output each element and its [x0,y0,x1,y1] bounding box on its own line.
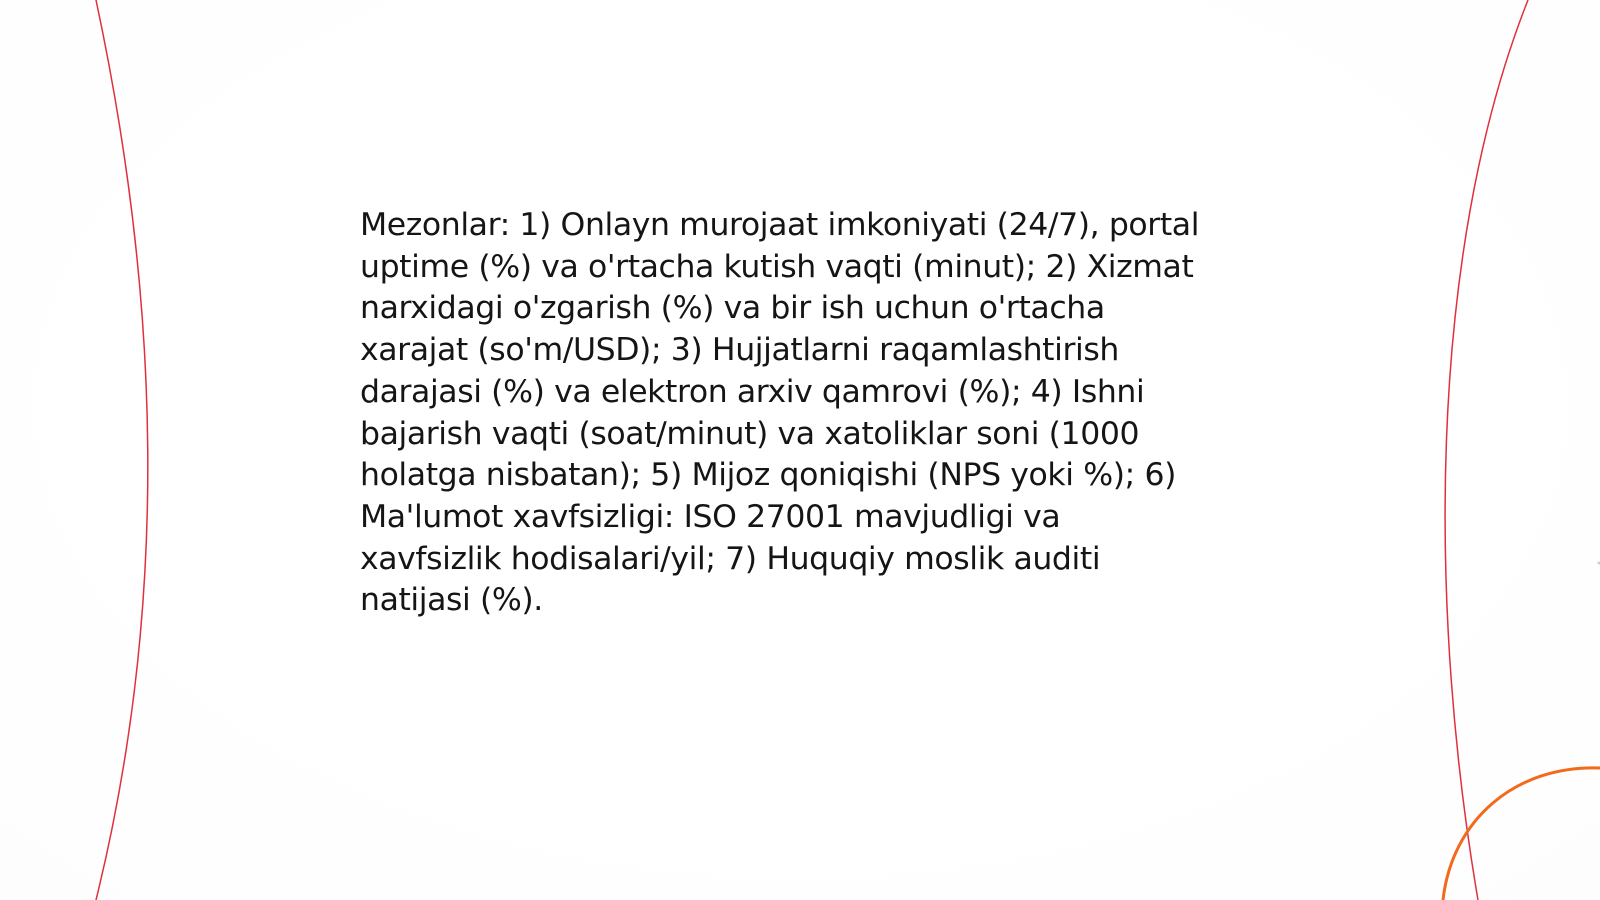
left-curve-line [96,0,148,900]
orange-arc [1443,768,1600,900]
right-curve-line [1445,0,1528,900]
slide-body-text: Mezonlar: 1) Onlayn murojaat imkoniyati (24/7), portal uptime (%) va o'rtacha kutish vaqti (minut); 2) Xizmat narxidagi o'zgarish (%) va bir ish uchun o'rtacha xarajat (so'm/USD); 3) Hujjatlarni raqamlashtirish darajasi (%) va elektron arxiv qamrovi (%); 4) Ishni bajarish vaqti (soat/minut) va xatoliklar soni (1000 holatga nisbatan); 5) Mijoz qoniqishi (NPS yoki %); 6) Ma'lumot xavfsizligi: ISO 27001 mavjudligi va xavfsizlik hodisalari/yil; 7) Huquqiy moslik auditi natijasi (%). [360,207,1200,619]
